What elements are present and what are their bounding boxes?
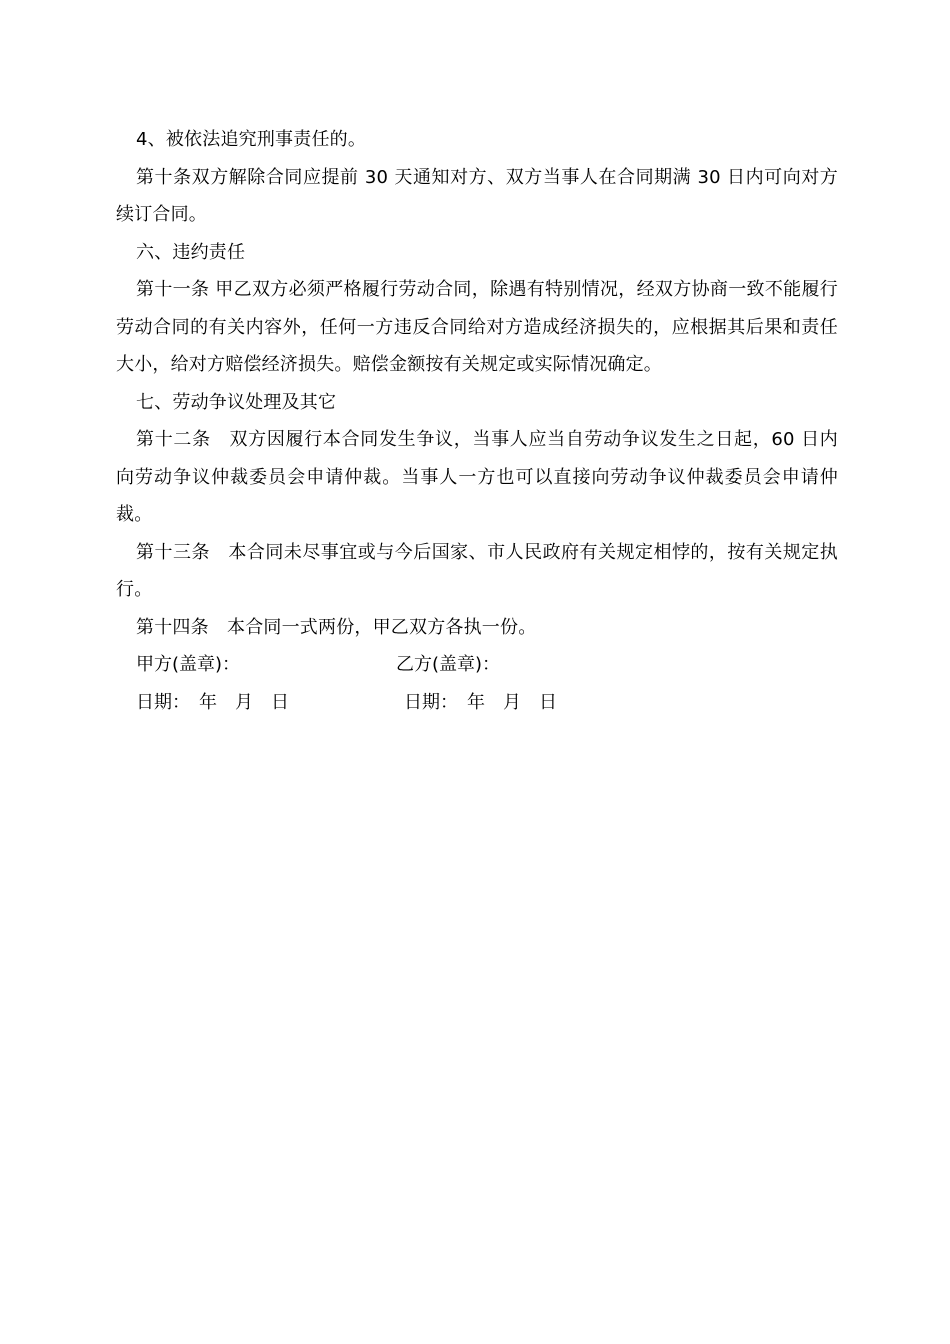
party-b-seal-label: 乙方(盖章)： [396, 654, 501, 675]
article-10: 第十条双方解除合同应提前 30 天通知对方、双方当事人在合同期满 30 日内可向对方续订合同。 [116, 166, 838, 225]
party-a-seal-label: 甲方(盖章)： [136, 654, 241, 675]
party-a-date: 日期： 年 月 日 [136, 691, 289, 713]
party-b-date: 日期： 年 月 日 [404, 691, 557, 713]
section-heading-breach-liability: 六、违约责任 [136, 241, 246, 263]
article-13: 第十三条 本合同未尽事宜或与今后国家、市人民政府有关规定相悖的，按有关规定执行。 [116, 541, 838, 600]
signature-row [116, 646, 838, 684]
date-row [116, 684, 838, 722]
article-14: 第十四条 本合同一式两份，甲乙双方各执一份。 [136, 616, 537, 638]
contract-page [116, 121, 838, 721]
clause-item-4: 4、被依法追究刑事责任的。 [136, 129, 367, 150]
article-11: 第十一条 甲乙双方必须严格履行劳动合同，除遇有特别情况，经双方协商一致不能履行劳动合同的有关内容外，任何一方违反合同给对方造成经济损失的，应根据其后果和责任大小，给对方赔偿经济损失。赔偿金额按有关规定或实际情况确定。 [116, 279, 838, 375]
article-12: 第十二条 双方因履行本合同发生争议，当事人应当自劳动争议发生之日起，60 日内向劳动争议仲裁委员会申请仲裁。当事人一方也可以直接向劳动争议仲裁委员会申请仲裁。 [116, 429, 838, 525]
section-heading-labor-disputes: 七、劳动争议处理及其它 [136, 391, 337, 413]
